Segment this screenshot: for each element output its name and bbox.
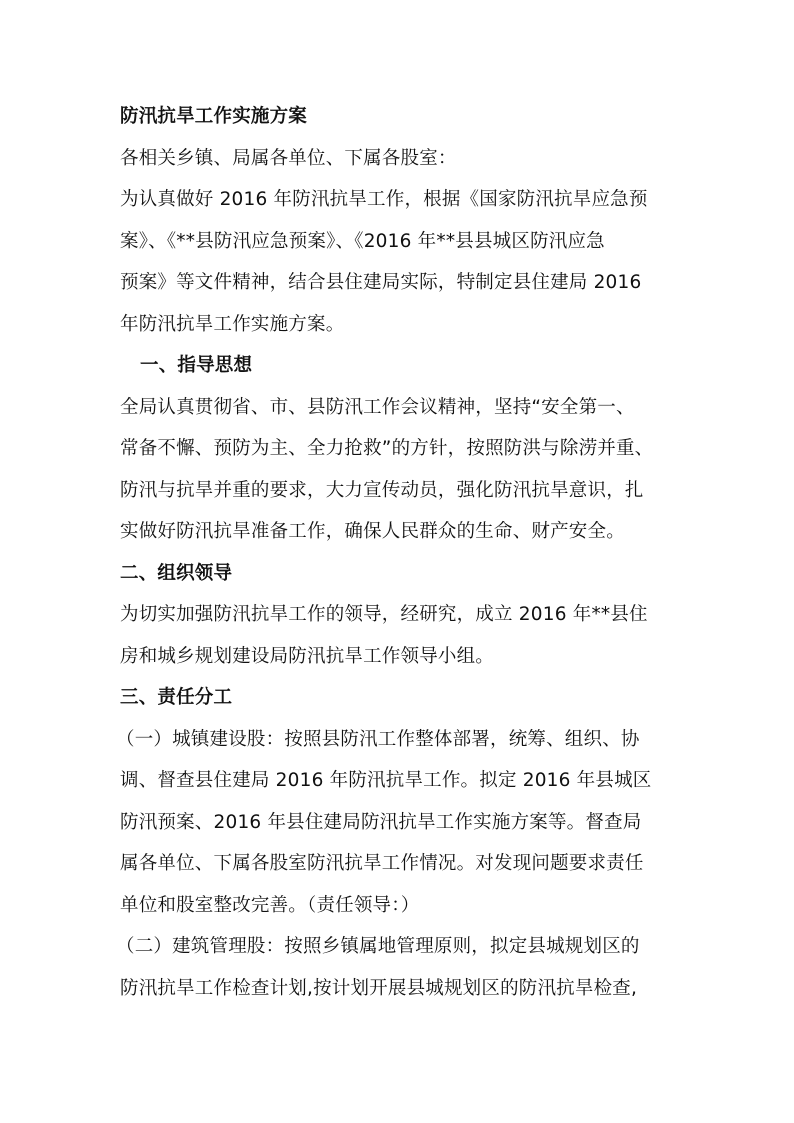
item1-line: 调、督查县住建局 2016 年防汛抗旱工作。拟定 2016 年县城区 — [120, 770, 652, 791]
item1-line: 单位和股室整改完善。（责任领导：） — [120, 894, 420, 916]
section-heading-organization: 二、组织领导 — [120, 562, 233, 584]
document-body — [116, 96, 680, 1009]
item2-line: （二）建筑管理股：按照乡镇属地管理原则，拟定县城规划区的 — [116, 936, 640, 957]
item1-line: 属各单位、下属各股室防汛抗旱工作情况。对发现问题要求责任 — [120, 853, 644, 874]
intro-line: 预案》等文件精神，结合县住建局实际，特制定县住建局 2016 — [120, 272, 642, 293]
document-title: 防汛抗旱工作实施方案 — [120, 106, 308, 127]
section1-line: 实做好防汛抗旱准备工作，确保人民群众的生命、财产安全。 — [120, 521, 625, 542]
intro-line: 为认真做好 2016 年防汛抗旱工作，根据《国家防汛抗旱应急预 — [120, 189, 648, 210]
section2-line: 为切实加强防汛抗旱工作的领导，经研究，成立 2016 年**县住 — [120, 604, 648, 625]
section1-line: 常备不懈、预防为主、全力抢救”的方针，按照防洪与除涝并重、 — [120, 438, 654, 459]
section-heading-responsibilities: 三、责任分工 — [120, 687, 233, 708]
intro-line: 案》、《**县防汛应急预案》、《2016 年**县县城区防汛应急 — [120, 230, 605, 252]
item1-line: 防汛预案、2016 年县住建局防汛抗旱工作实施方案等。督查局 — [120, 811, 642, 833]
section1-line: 全局认真贯彻省、市、县防汛工作会议精神，坚持“安全第一、 — [120, 396, 635, 418]
item2-line: 防汛抗旱工作检查计划,按计划开展县城规划区的防汛抗旱检查, — [120, 977, 638, 999]
intro-line: 年防汛抗旱工作实施方案。 — [120, 313, 345, 335]
salutation: 各相关乡镇、局属各单位、下属各股室： — [120, 147, 457, 169]
section1-line: 防汛与抗旱并重的要求，大力宣传动员，强化防汛抗旱意识，扎 — [120, 479, 644, 501]
section2-line: 房和城乡规划建设局防汛抗旱工作领导小组。 — [120, 645, 495, 667]
item1-line: （一）城镇建设股：按照县防汛工作整体部署，统筹、组织、协 — [116, 728, 640, 750]
section-heading-guiding-ideology: 一、指导思想 — [140, 355, 253, 376]
